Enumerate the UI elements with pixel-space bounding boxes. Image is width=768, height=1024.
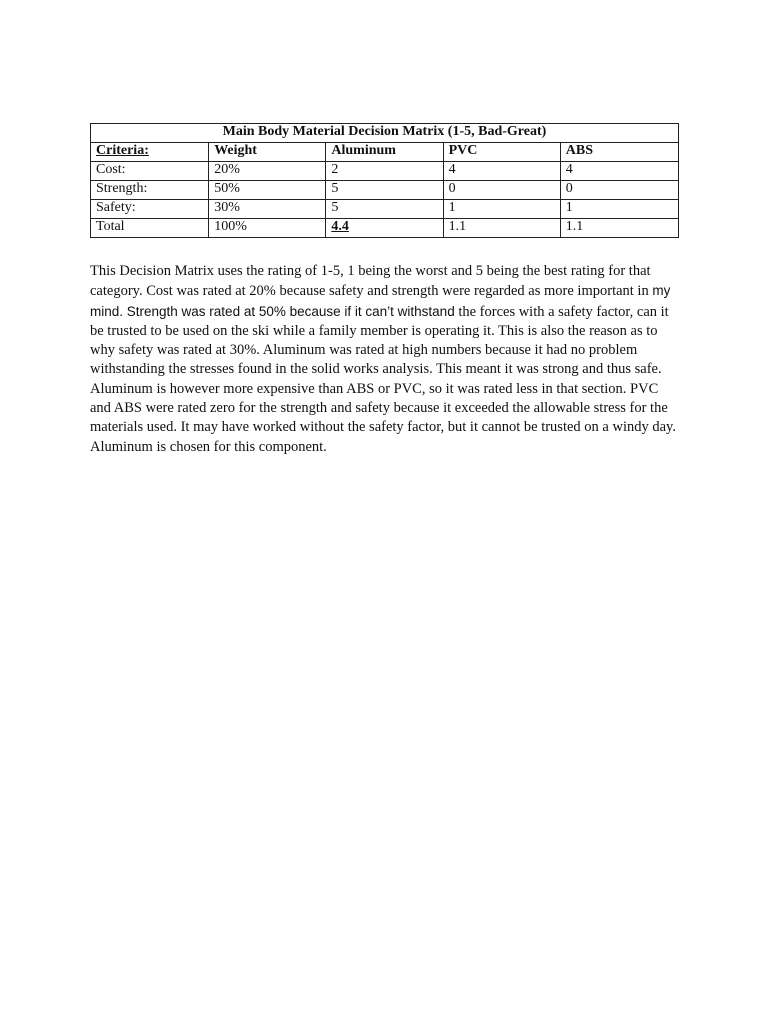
row-total-criteria: Total xyxy=(91,219,209,238)
row-safety-pvc: 1 xyxy=(443,200,560,219)
explanation-paragraph xyxy=(90,262,680,457)
decision-matrix-table xyxy=(90,123,679,238)
row-cost-criteria: Cost: xyxy=(91,162,209,181)
table-title: Main Body Material Decision Matrix (1-5, Bad-Great) xyxy=(91,124,679,143)
header-pvc: PVC xyxy=(443,143,560,162)
paragraph-text-part1: This Decision Matrix uses the rating of 1-5, 1 being the worst and 5 being the best rating for that category. Cost was rated at 20% because safety and strength were regarded as more important in xyxy=(90,263,653,300)
row-safety-weight: 30% xyxy=(209,200,326,219)
table-row xyxy=(91,162,679,181)
row-safety-aluminum: 5 xyxy=(326,200,443,219)
row-total-weight: 100% xyxy=(209,219,326,238)
header-criteria: Criteria: xyxy=(91,143,209,162)
row-total-aluminum: 4.4 xyxy=(326,219,443,238)
row-cost-weight: 20% xyxy=(209,162,326,181)
row-strength-criteria: Strength: xyxy=(91,181,209,200)
row-cost-pvc: 4 xyxy=(443,162,560,181)
row-safety-criteria: Safety: xyxy=(91,200,209,219)
row-strength-weight: 50% xyxy=(209,181,326,200)
row-strength-aluminum: 5 xyxy=(326,181,443,200)
table-header-row xyxy=(91,143,679,162)
header-weight: Weight xyxy=(209,143,326,162)
table-row xyxy=(91,181,679,200)
table-title-row xyxy=(91,124,679,143)
header-aluminum: Aluminum xyxy=(326,143,443,162)
row-total-pvc: 1.1 xyxy=(443,219,560,238)
row-strength-abs: 0 xyxy=(560,181,678,200)
row-cost-abs: 4 xyxy=(560,162,678,181)
paragraph-text-part3: the forces with a safety factor, can it be trusted to be used on the ski while a family member is operating it. This is also the reason as to why safety was rated at 30%. Aluminum was rated at high numbers because it had no problem withstanding the stresses found in the solid works analysis. This meant it was strong and thus safe. Aluminum is however more expensive than ABS or PVC, so it was rated less in that section. PVC and ABS were rated zero for the strength and safety because it exceeded the allowable stress for the materials used. It may have worked without the safety factor, but it cannot be trusted on a windy day. Aluminum is chosen for this component. xyxy=(90,303,676,455)
row-cost-aluminum: 2 xyxy=(326,162,443,181)
paragraph-text-part2: my mind. Strength was rated at 50% because if it can’t withstand xyxy=(90,283,671,319)
row-safety-abs: 1 xyxy=(560,200,678,219)
header-abs: ABS xyxy=(560,143,678,162)
row-strength-pvc: 0 xyxy=(443,181,560,200)
table-row xyxy=(91,219,679,238)
table-row xyxy=(91,200,679,219)
row-total-abs: 1.1 xyxy=(560,219,678,238)
